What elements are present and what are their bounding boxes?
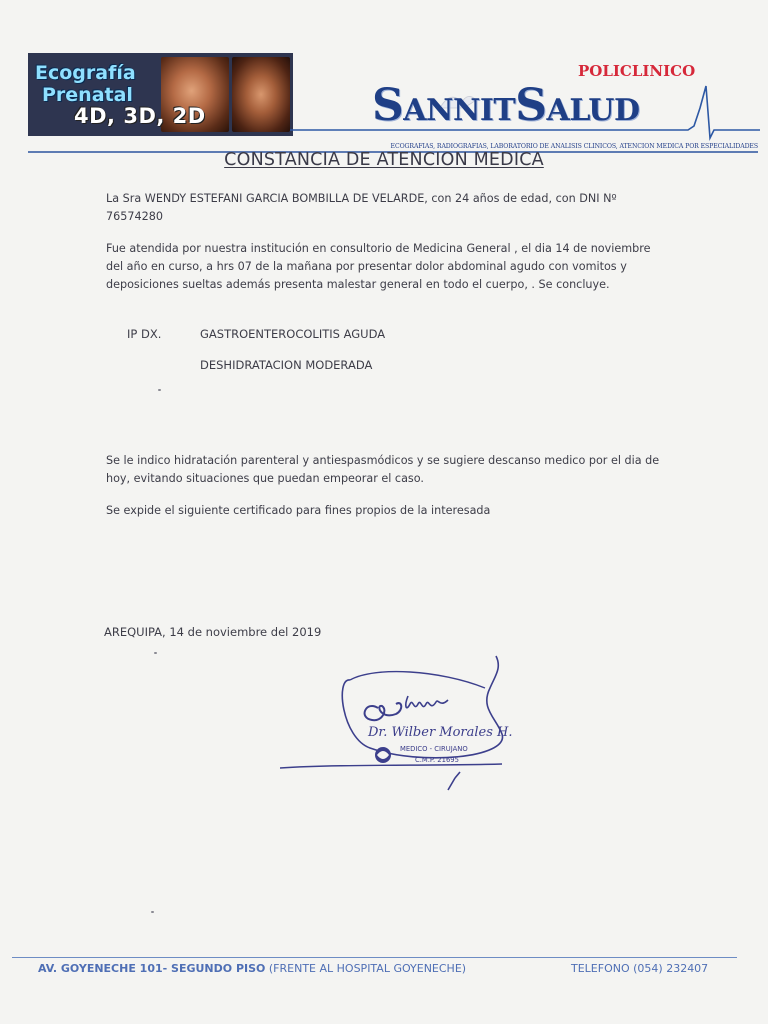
banner-line-3: 4D, 3D, 2D bbox=[74, 104, 206, 128]
signature-stroke-icon bbox=[280, 648, 520, 798]
doctor-role: MEDICO - CIRUJANO bbox=[400, 745, 468, 753]
scan-speck bbox=[151, 911, 154, 913]
prenatal-ultrasound-banner bbox=[28, 53, 293, 136]
logo-text: ALUD bbox=[546, 93, 640, 128]
banner-line-2: Prenatal bbox=[42, 84, 133, 106]
clinic-type: POLICLINICO bbox=[578, 62, 696, 80]
attention-paragraph: Fue atendida por nuestra institución en consultorio de Medicina General , el dia 14 de noviembre del año en curso, a hrs 07 de la mañana por presentar dolor abdominal agudo con vomitos y deposiciones sueltas además presenta malestar general en todo el cuerpo, . Se concluye. bbox=[106, 242, 651, 291]
doctor-name: Dr. Wilber Morales H. bbox=[368, 725, 513, 740]
scan-speck bbox=[158, 389, 161, 391]
footer-divider bbox=[12, 957, 737, 958]
purpose-paragraph: Se expide el siguiente certificado para fines propios de la interesada bbox=[106, 504, 491, 517]
doctor-cmp: C.M.P. 21695 bbox=[415, 756, 459, 764]
scan-speck bbox=[154, 652, 157, 654]
place-date: AREQUIPA, 14 de noviembre del 2019 bbox=[104, 625, 322, 639]
logo-text: ANNIT bbox=[403, 93, 516, 128]
diagnosis-item: DESHIDRATACION MODERADA bbox=[200, 358, 373, 372]
document-title: CONSTANCIA DE ATENCION MEDICA bbox=[224, 150, 544, 170]
diagnosis-item: GASTROENTEROCOLITIS AGUDA bbox=[200, 327, 386, 341]
footer-address bbox=[38, 962, 466, 975]
logo-initial: S bbox=[372, 80, 404, 131]
clinic-logo-name bbox=[372, 80, 639, 131]
banner-line-1: Ecografía bbox=[35, 62, 136, 84]
clinic-services: ECOGRAFIAS, RADIOGRAFIAS, LABORATORIO DE ANALISIS CLINICOS, ATENCION MEDICA POR ESPECIALIDADES bbox=[390, 143, 758, 150]
ultrasound-image bbox=[232, 57, 290, 132]
footer-address-street: AV. GOYENECHE 101- SEGUNDO PISO bbox=[38, 962, 266, 975]
patient-paragraph: La Sra WENDY ESTEFANI GARCIA BOMBILLA DE VELARDE, con 24 años de edad, con DNI Nº 76574280 bbox=[106, 192, 617, 223]
footer-address-note: (FRENTE AL HOSPITAL GOYENECHE) bbox=[268, 962, 467, 975]
footer-phone: TELEFONO (054) 232407 bbox=[571, 962, 709, 975]
treatment-paragraph: Se le indico hidratación parenteral y antiespasmódicos y se sugiere descanso medico por el dia de hoy, evitando situaciones que puedan empeorar el caso. bbox=[106, 454, 660, 485]
doctor-stamp-signature bbox=[280, 648, 520, 798]
diagnosis-label: IP DX. bbox=[127, 327, 162, 341]
logo-initial: S bbox=[515, 80, 547, 131]
